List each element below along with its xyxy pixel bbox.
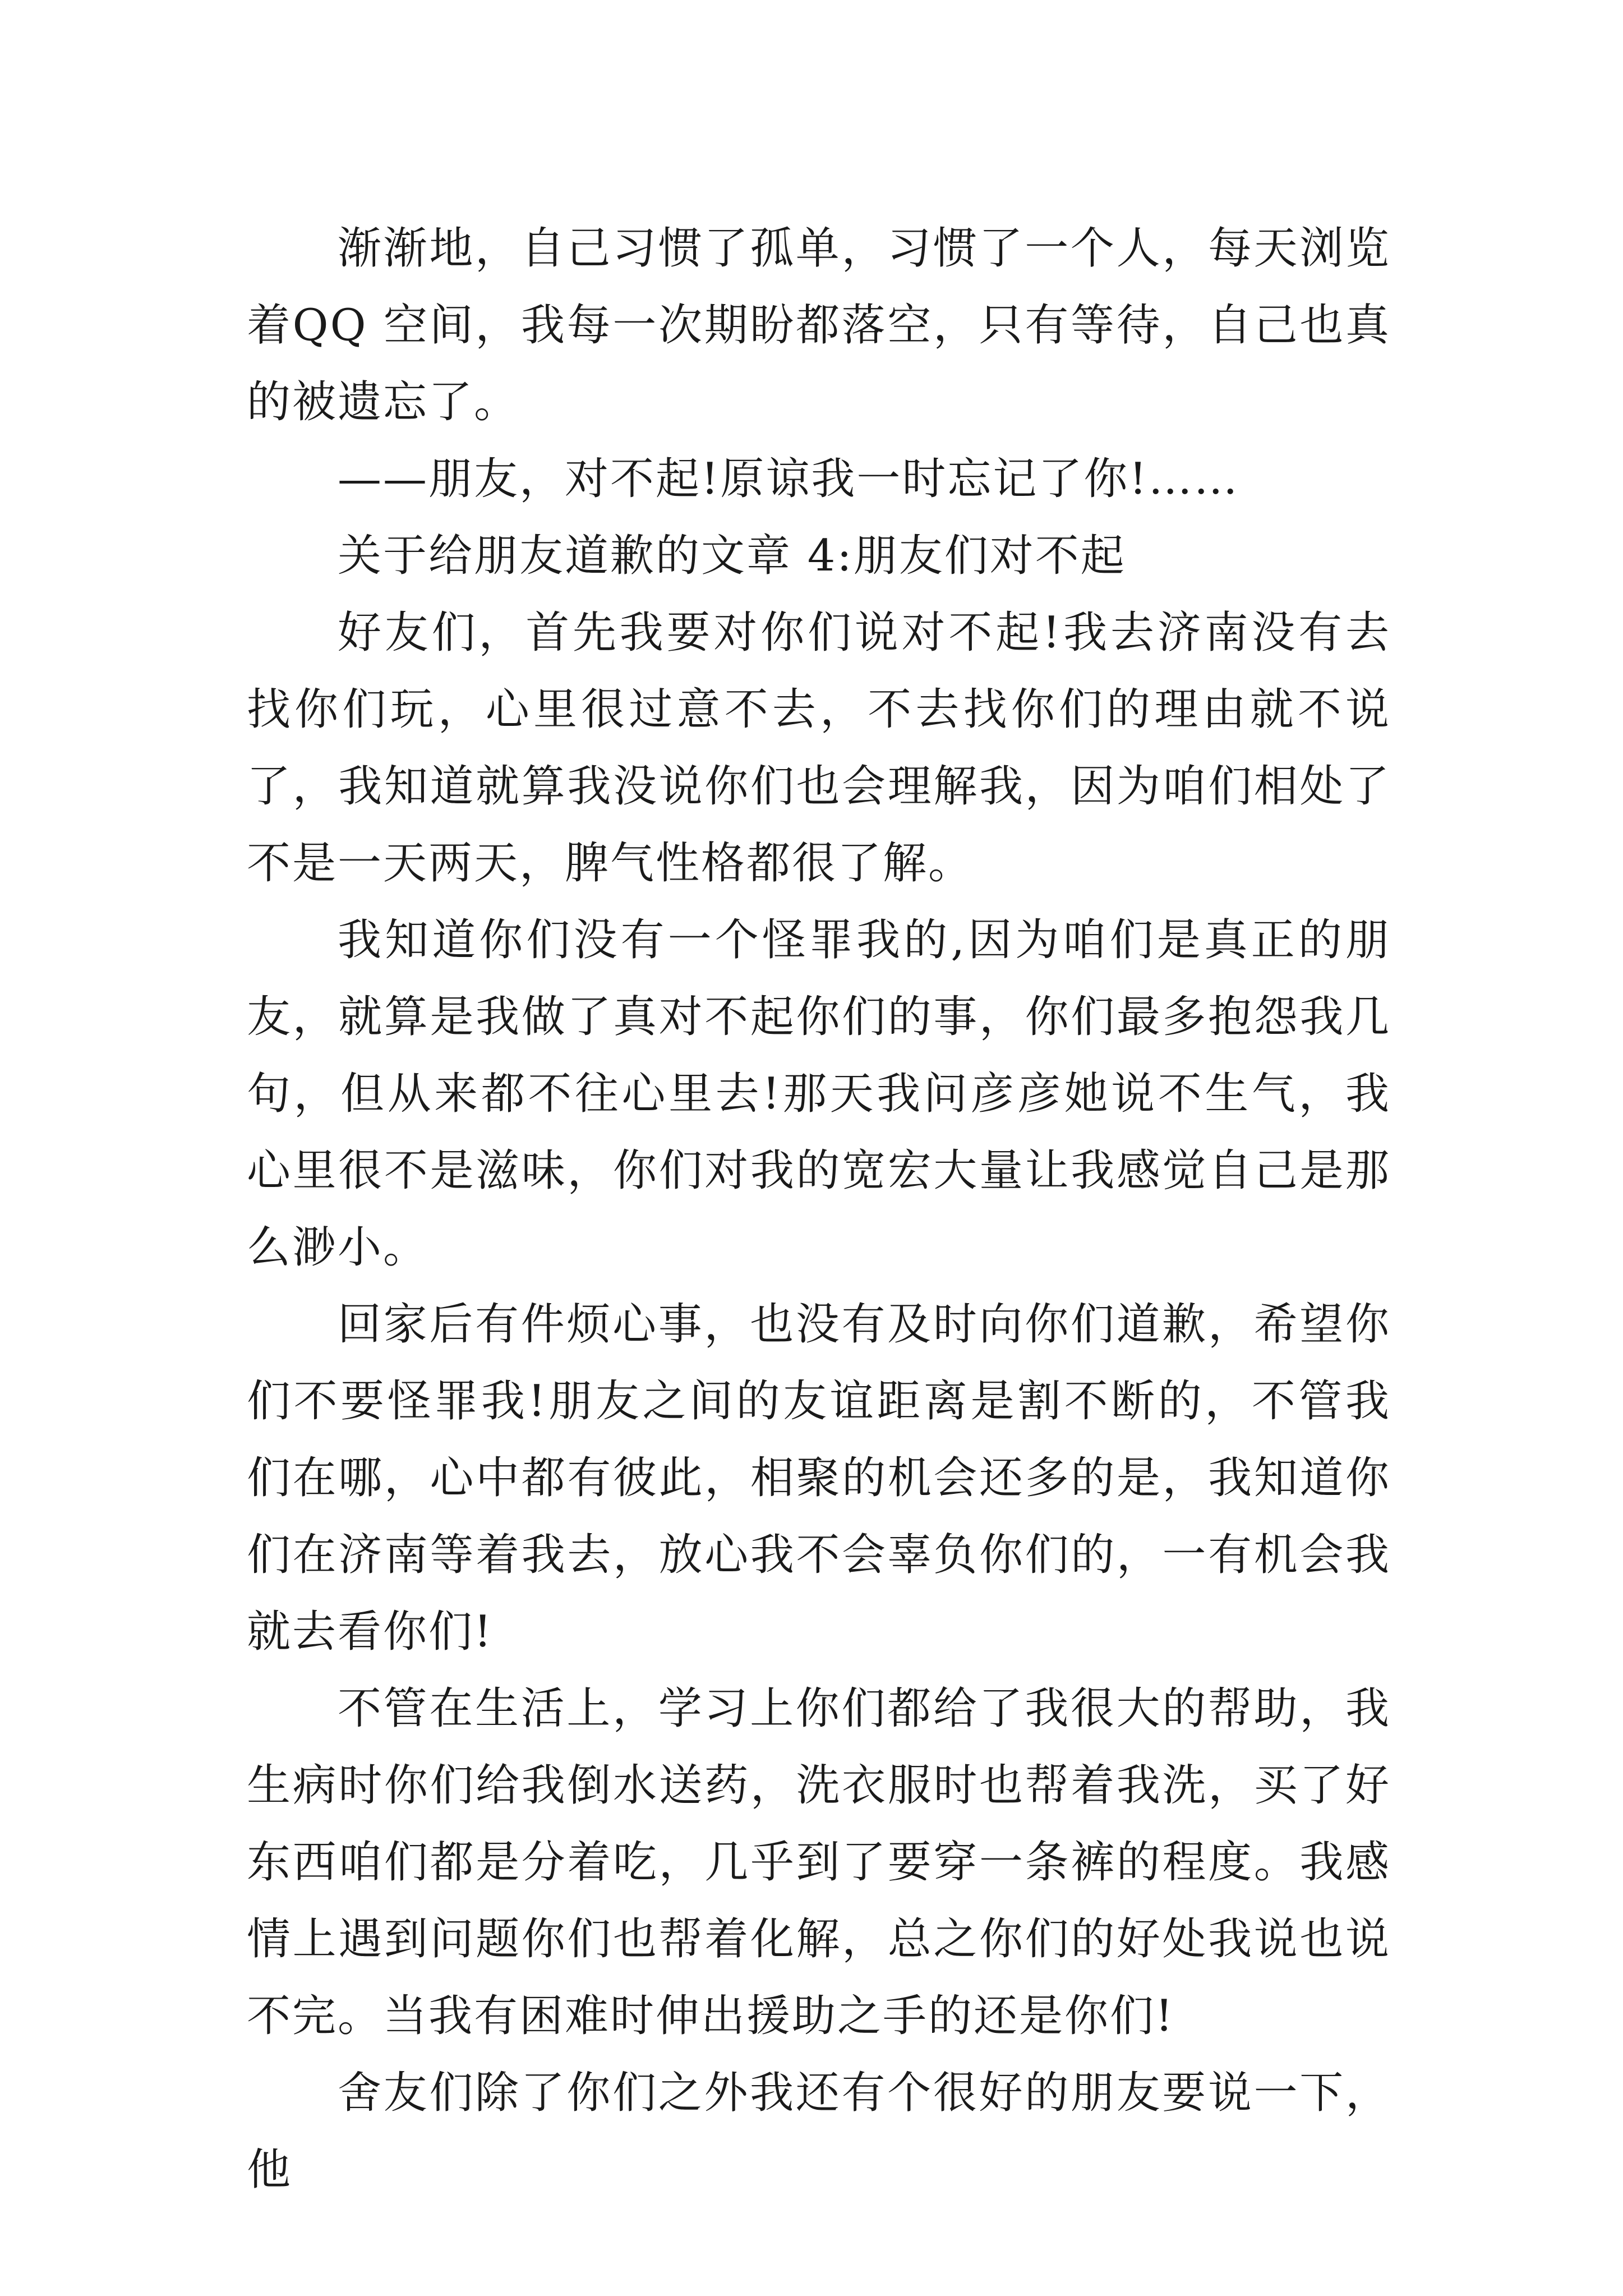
document-body [247,210,1391,2208]
paragraph: 舍友们除了你们之外我还有个很好的朋友要说一下，他 [247,2068,1391,2195]
paragraph: ——朋友，对不起!原谅我一时忘记了你!…… [338,454,1239,504]
paragraph: 不管在生活上，学习上你们都给了我很大的帮助，我生病时你们给我倒水送药，洗衣服时也帮着我洗，买了好东西咱们都是分着吃，几乎到了要穿一条裤的程度。我感情上遇到问题你们也帮着化解，总之你们的好处我说也说不完。当我有困难时伸出援助之手的还是你们! [247,1683,1391,2041]
paragraph: 好友们，首先我要对你们说对不起!我去济南没有去找你们玩，心里很过意不去，不去找你们的理由就不说了，我知道就算我没说你们也会理解我，因为咱们相处了不是一天两天，脾气性格都很了解。 [247,608,1391,889]
paragraph: 渐渐地，自己习惯了孤单，习惯了一个人，每天浏览着QQ 空间，我每一次期盼都落空，只有等待，自己也真的被遗忘了。 [247,223,1391,427]
paragraph: 我知道你们没有一个怪罪我的,因为咱们是真正的朋友，就算是我做了真对不起你们的事，你们最多抱怨我几句，但从来都不往心里去!那天我问彦彦她说不生气，我心里很不是滋味，你们对我的宽宏大量让我感觉自己是那么渺小。 [247,915,1391,1273]
section-heading: 关于给朋友道歉的文章 4:朋友们对不起 [338,531,1126,581]
paragraph: 回家后有件烦心事，也没有及时向你们道歉，希望你们不要怪罪我!朋友之间的友谊距离是割不断的，不管我们在哪，心中都有彼此，相聚的机会还多的是，我知道你们在济南等着我去，放心我不会辜负你们的，一有机会我就去看你们! [247,1299,1391,1657]
